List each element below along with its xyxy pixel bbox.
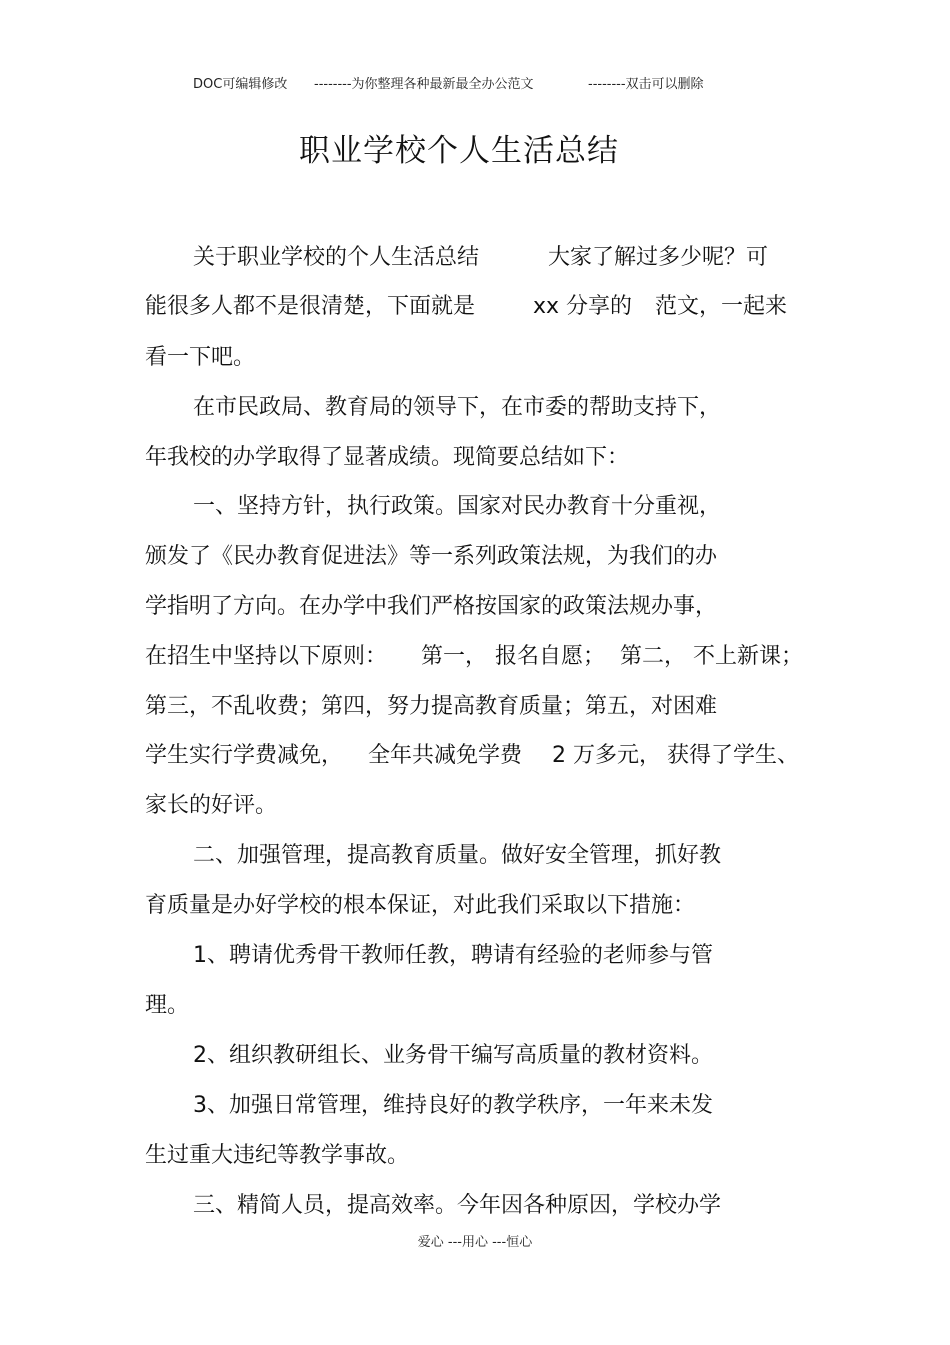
- body-text-segment: 1、聘请优秀骨干教师任教，聘请有经验的老师参与管: [193, 943, 713, 968]
- header-delete-hint: --------双击可以删除: [588, 77, 704, 92]
- body-text-segment: 三、精简人员，提高效率。今年因各种原因，学校办学: [193, 1193, 722, 1218]
- body-text-segment: 学指明了方向。在办学中我们严格按国家的政策法规办事，: [145, 594, 718, 619]
- body-text-segment: 不上新课；: [693, 644, 804, 669]
- body-text-segment: 年我校的办学取得了显著成绩。现简要总结如下：: [145, 445, 630, 470]
- body-text-segment: 第一，: [421, 644, 488, 669]
- body-text-segment: 大家了解过多少呢？可: [548, 245, 769, 270]
- body-text-segment: 在市民政局、教育局的领导下，在市委的帮助支持下，: [193, 395, 722, 420]
- body-text-segment: 获得了学生、: [667, 743, 800, 768]
- body-text-segment: 2、组织教研组长、业务骨干编写高质量的教材资料。: [193, 1043, 713, 1068]
- body-text-segment: 全年共减免学费: [368, 743, 523, 768]
- body-text-segment: 理。: [145, 993, 190, 1018]
- body-text-segment: 第二，: [620, 644, 687, 669]
- body-text-segment: 关于职业学校的个人生活总结: [193, 245, 480, 270]
- body-text-segment: 一、坚持方针，执行政策。国家对民办教育十分重视，: [193, 494, 722, 519]
- body-text-segment: 2 万多元，: [552, 743, 661, 768]
- body-text-segment: xx 分享的: [533, 294, 633, 319]
- body-text-segment: 二、加强管理，提高教育质量。做好安全管理，抓好教: [193, 843, 722, 868]
- body-text-segment: 报名自愿；: [495, 644, 606, 669]
- page-footer: 爱心 ---用心 ---恒心: [417, 1235, 533, 1250]
- body-text-segment: 学生实行学费减免，: [145, 743, 344, 768]
- header-description: --------为你整理各种最新最全办公范文: [314, 77, 534, 92]
- body-text-segment: 颁发了《民办教育促进法》等一系列政策法规，为我们的办: [145, 544, 718, 569]
- body-text-segment: 育质量是办好学校的根本保证，对此我们采取以下措施：: [145, 893, 696, 918]
- body-text-segment: 生过重大违纪等教学事故。: [145, 1143, 410, 1168]
- body-text-segment: 在招生中坚持以下原则：: [145, 644, 388, 669]
- body-text-segment: 范文，一起来: [655, 294, 788, 319]
- body-text-segment: 看一下吧。: [145, 345, 256, 370]
- body-text-segment: 能很多人都不是很清楚，下面就是: [145, 294, 476, 319]
- document-title: 职业学校个人生活总结: [299, 133, 619, 169]
- body-text-segment: 3、加强日常管理，维持良好的教学秩序，一年来未发: [193, 1093, 713, 1118]
- header-doc-label: DOC可编辑修改: [193, 77, 288, 92]
- body-text-segment: 家长的好评。: [145, 793, 278, 818]
- body-text-segment: 第三，不乱收费；第四，努力提高教育质量；第五，对困难: [145, 694, 718, 719]
- page-header: [0, 73, 950, 93]
